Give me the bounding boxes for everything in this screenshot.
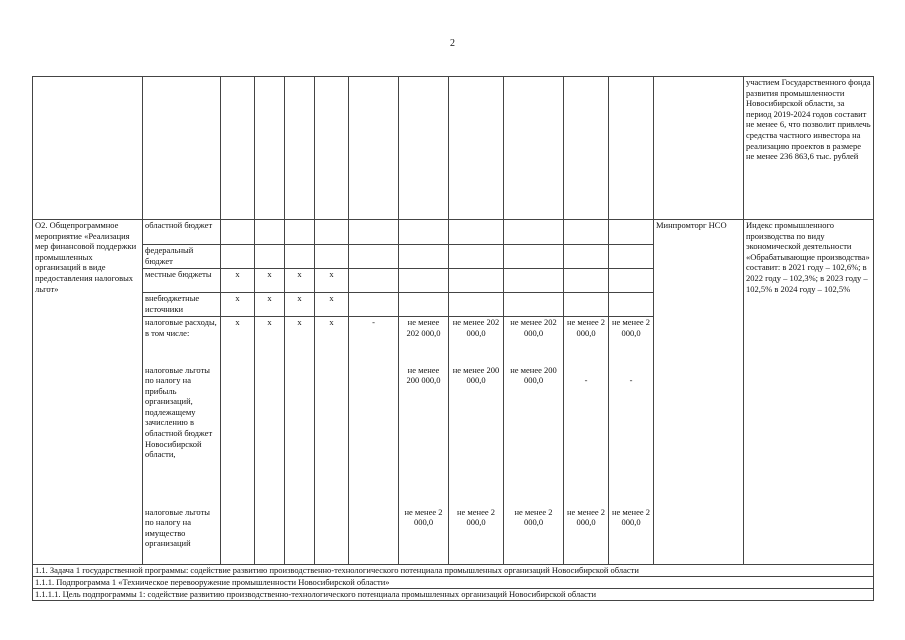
tax-property-value-1: не менее 2 000,0: [399, 507, 449, 565]
tax-profit-value-3: не менее 200 000,0: [504, 365, 564, 507]
mark-cell: х: [315, 269, 349, 293]
tax-total-value-1: не менее 202 000,0: [399, 317, 449, 365]
source-local-label: местные бюджеты: [143, 269, 221, 293]
measure-name-cell: О2. Общепрограммное мероприятие «Реализация мер финансовой поддержки промышленных организаций в виде предоставления налоговых льгот»: [33, 220, 143, 565]
mark-cell: х: [221, 293, 255, 317]
source-extrabudget-label: внебюджетные источники: [143, 293, 221, 317]
mark-cell: х: [285, 269, 315, 293]
tax-profit-label: налоговые льготы по налогу на прибыль организаций, подлежащему зачислению в областной бюджет Новосибирской области,: [143, 365, 221, 507]
result-indicator-cell: Индекс промышленного производства по виду экономической деятельности «Обрабатывающие производства» составит: в 2021 году – 102,6%; в 2022 году – 102,3%; в 2023 году – 102,5% в 2024 году – 102,5%: [744, 220, 874, 565]
dash-cell: -: [349, 317, 399, 365]
subprogram-text: 1.1.1. Подпрограмма 1 «Техническое перевооружение промышленности Новосибирской области»: [33, 577, 874, 589]
tax-profit-value-5: -: [609, 365, 654, 507]
mark-cell: х: [255, 269, 285, 293]
tax-total-value-5: не менее 2 000,0: [609, 317, 654, 365]
tax-property-value-2: не менее 2 000,0: [449, 507, 504, 565]
result-continuation-cell: участием Государственного фонда развития промышленности Новосибирской области, за период 2019-2024 годов составит не менее 6, что позволит привлечь средства частного инвестора на реализацию проектов в размере не менее 236 863,6 тыс. рублей: [744, 77, 874, 220]
tax-profit-value-1: не менее 200 000,0: [399, 365, 449, 507]
tax-property-label: налоговые льготы по налогу на имущество организаций: [143, 507, 221, 565]
tax-profit-value-4: -: [564, 365, 609, 507]
tax-total-value-3: не менее 202 000,0: [504, 317, 564, 365]
subprogram-row: [33, 577, 874, 589]
source-regional-label: областной бюджет: [143, 220, 221, 245]
executor-cell: Минпромторг НСО: [654, 220, 744, 565]
mark-cell: х: [285, 317, 315, 365]
mark-cell: х: [221, 317, 255, 365]
tax-total-value-4: не менее 2 000,0: [564, 317, 609, 365]
source-federal-label: федеральный бюджет: [143, 245, 221, 269]
continuation-row: [33, 77, 874, 220]
tax-total-value-2: не менее 202 000,0: [449, 317, 504, 365]
tax-property-value-4: не менее 2 000,0: [564, 507, 609, 565]
program-measures-table: [32, 76, 874, 601]
tax-property-value-5: не менее 2 000,0: [609, 507, 654, 565]
goal-text: 1.1.1.1. Цель подпрограммы 1: содействие развитию производственно-технологического потенциала промышленных организаций Новосибирской области: [33, 589, 874, 601]
tax-property-value-3: не менее 2 000,0: [504, 507, 564, 565]
tax-profit-value-2: не менее 200 000,0: [449, 365, 504, 507]
mark-cell: х: [255, 317, 285, 365]
mark-cell: х: [315, 317, 349, 365]
mark-cell: х: [255, 293, 285, 317]
page-number: 2: [450, 38, 455, 49]
tax-total-label: налоговые расходы, в том числе:: [143, 317, 221, 365]
mark-cell: х: [221, 269, 255, 293]
task-text: 1.1. Задача 1 государственной программы: содействие развитию производственно-технологического потенциала промышленных организаций Новосибирской области: [33, 565, 874, 577]
task-row: [33, 565, 874, 577]
mark-cell: х: [315, 293, 349, 317]
source-row-regional: [33, 220, 874, 245]
goal-row: [33, 589, 874, 601]
mark-cell: х: [285, 293, 315, 317]
